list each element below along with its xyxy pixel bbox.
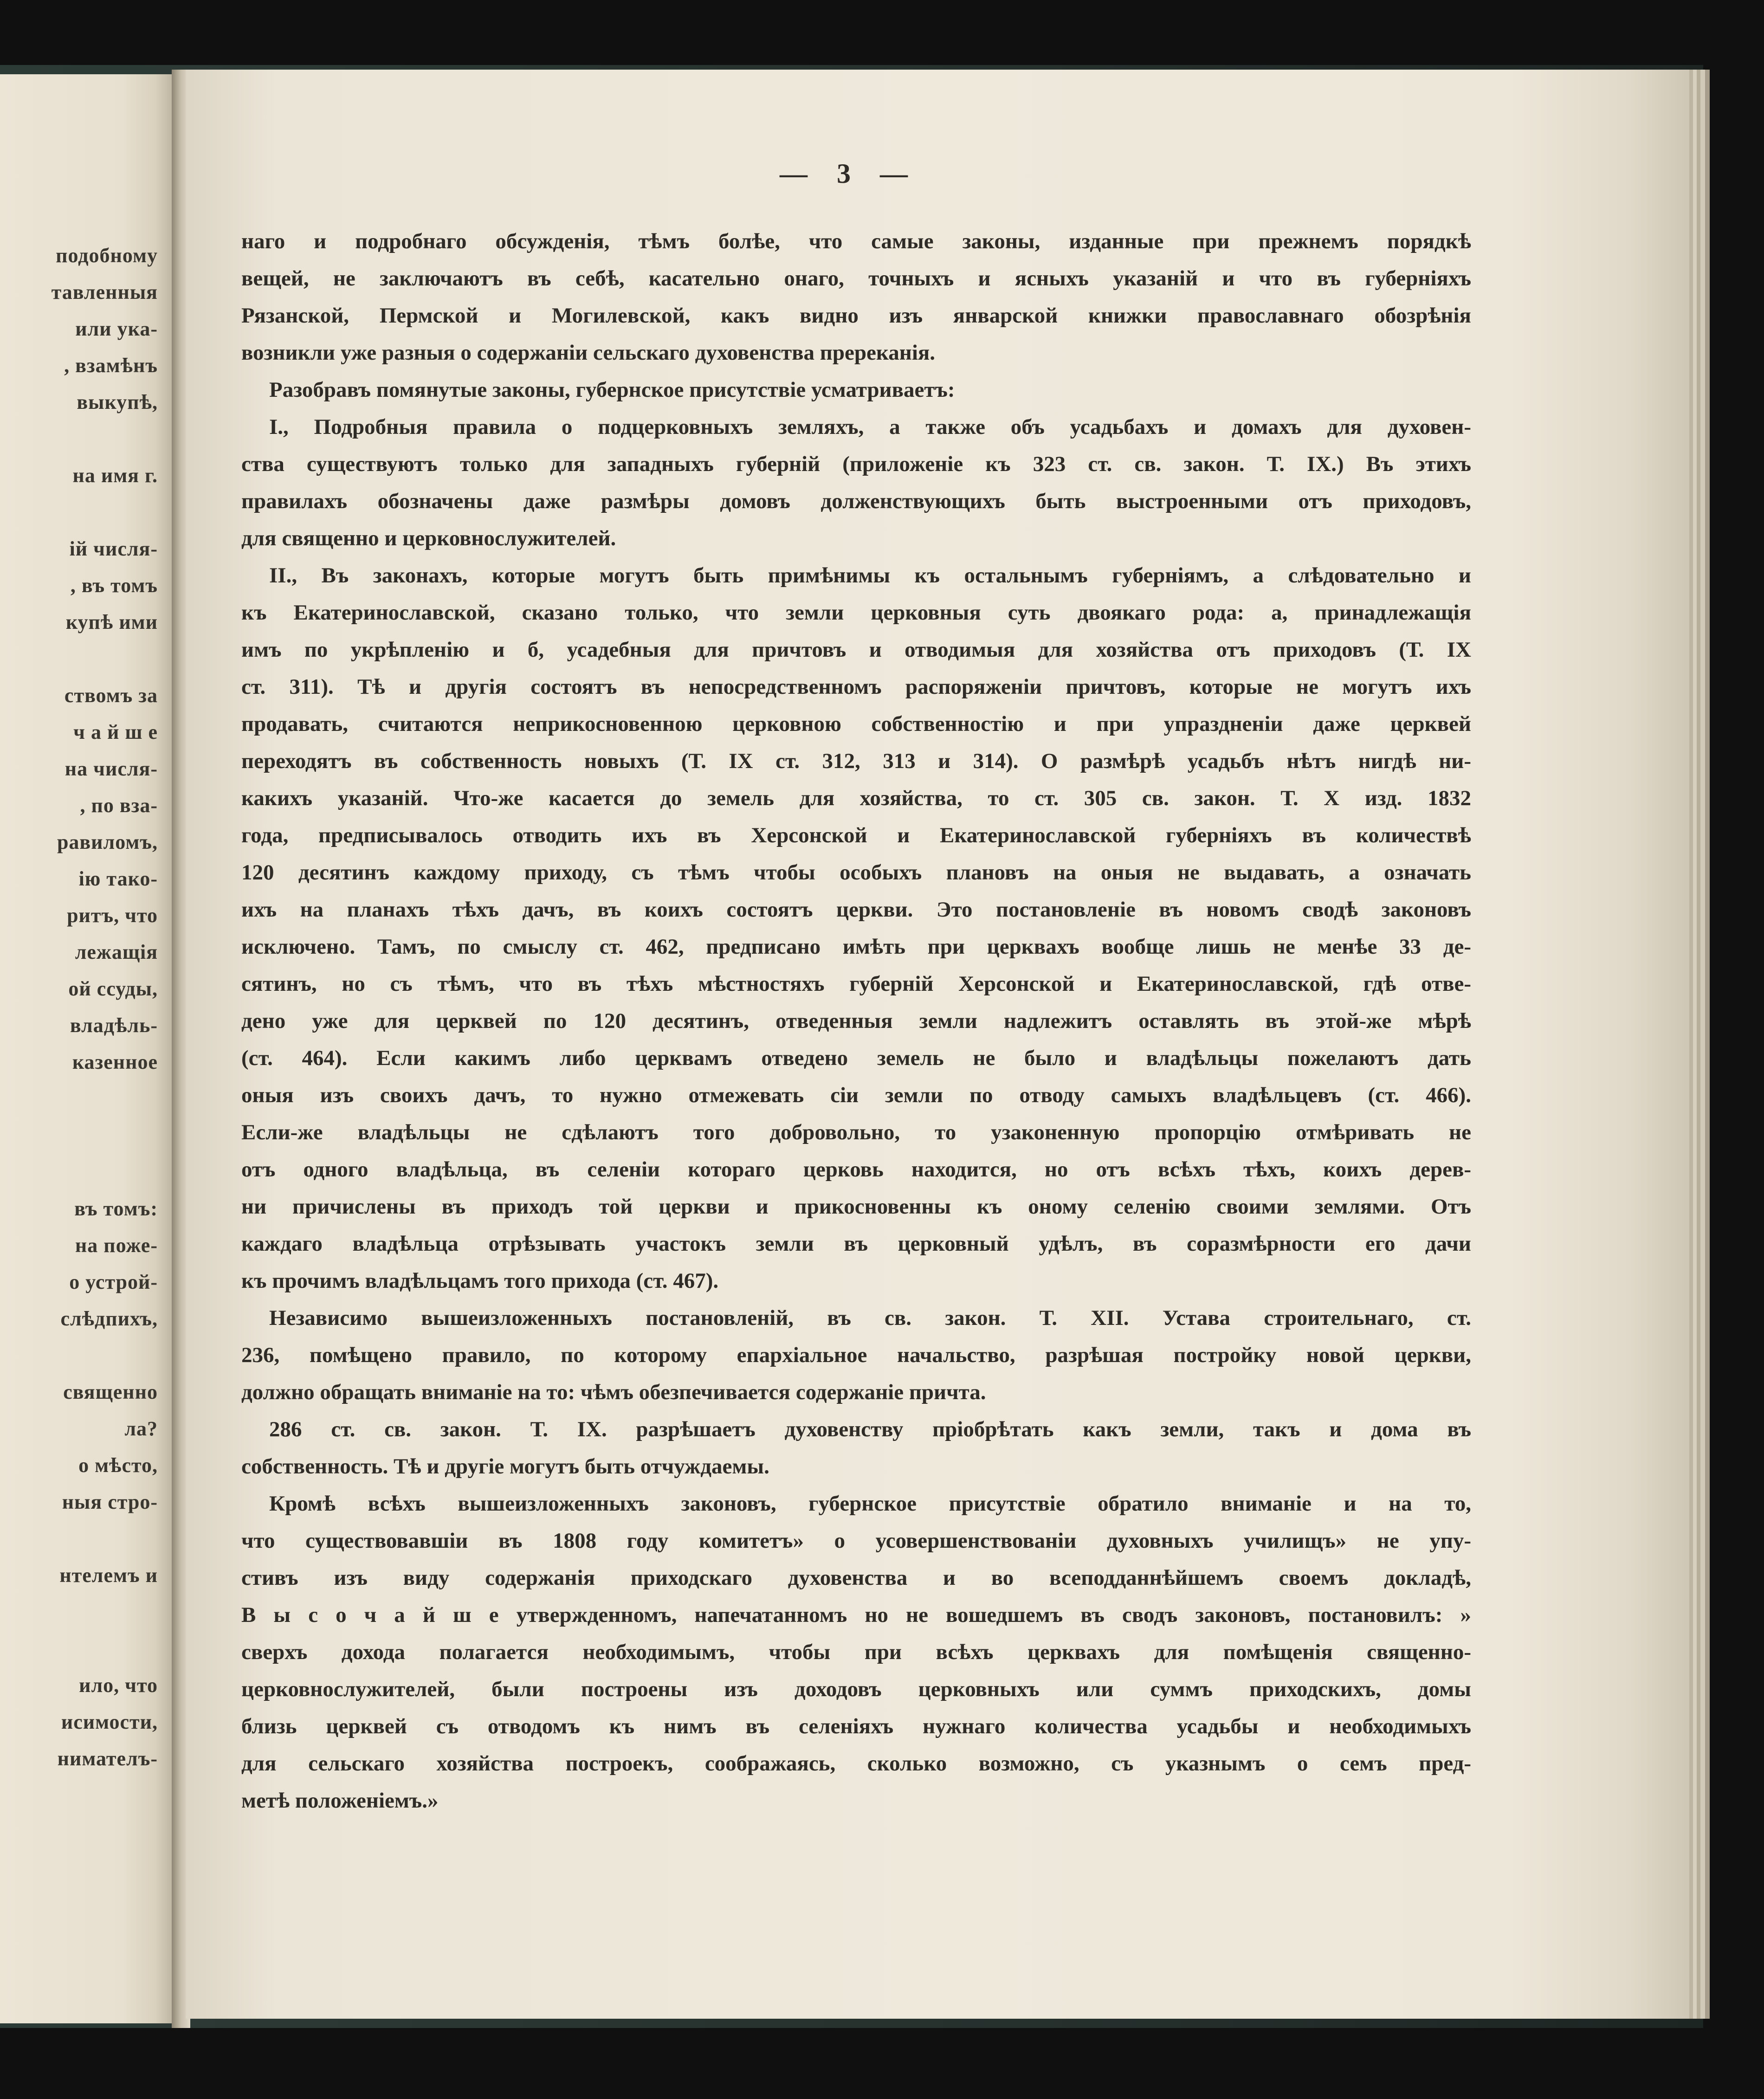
left-page-line: ч а й ш е [73,721,158,743]
text-line: какихъ указаній. Что-же касается до земель для хозяйства, то ст. 305 св. закон. Т. X изд. 1832 [241,786,1471,810]
text-line: къ прочимъ владѣльцамъ того прихода (ст. 467). [241,1269,719,1293]
page-number: — 3 — [780,158,919,189]
text-line: сятинъ, но съ тѣмъ, что въ тѣхъ мѣстностяхъ губерній Херсонской и Екатеринославской, гдѣ отве- [241,972,1471,996]
left-page-line: подобному [56,244,158,267]
left-page-line: нтелемъ и [59,1564,158,1587]
text-line: В ы с о ч а й ш е утвержденномъ, напечатанномъ но не вошедшемъ въ сводъ законовъ, постановилъ: » [241,1603,1471,1627]
text-line: церковнослужителей, были построены изъ доходовъ церковныхъ или суммъ приходскихъ, домы [241,1677,1471,1701]
left-page-line: ило, что [79,1674,158,1697]
text-line: вещей, не заключаютъ въ себѣ, касательно онаго, точныхъ и ясныхъ указаній и что въ губерніяхъ [241,266,1471,291]
text-line: дено уже для церквей по 120 десятинъ, отведенныя земли надлежитъ оставлять въ этой-же мѣрѣ [241,1009,1471,1033]
text-line: Разобравъ помянутые законы, губернское присутствіе усматриваетъ: [269,378,955,402]
left-page [0,74,176,2023]
text-line: для священно и церковнослужителей. [241,526,616,550]
left-page-line: исимости, [61,1711,158,1733]
left-page-line: ой ссуды, [68,977,158,1000]
text-line: стивъ изъ виду содержанія приходскаго духовенства и во всеподданнѣйшемъ своемъ докладѣ, [241,1566,1471,1590]
text-line: продавать, считаются неприкосновенною церковною собственностію и при упраздненіи даже церквей [241,712,1471,736]
text-line: 286 ст. св. закон. Т. IX. разрѣшаетъ духовенству пріобрѣтать какъ земли, такъ и дома въ [269,1417,1471,1441]
left-page-line: тавленныя [51,281,158,304]
text-line: (ст. 464). Если какимъ либо церквамъ отведено земель не было и владѣльцы пожелаютъ дать [241,1046,1471,1070]
left-page-line: ла? [124,1417,158,1440]
left-page-line: ію тако- [78,867,158,890]
right-page [186,70,1689,2019]
left-page-line: , взамѣнъ [64,354,158,377]
left-page-line: ныя стро- [62,1491,158,1513]
text-line: Рязанской, Пермской и Могилевской, какъ видно изъ январской книжки православнаго обозрѣнія [241,304,1471,328]
text-line: что существовавшіи въ 1808 году комитетъ» о усовершенствованіи духовныхъ училищъ» не упу- [241,1529,1471,1553]
text-line: возникли уже разныя о содержаніи сельскаго духовенства пререканія. [241,341,936,365]
left-page-line: на поже- [75,1234,158,1257]
page-body-text [241,223,1471,1819]
left-page-line: , по вза- [80,794,158,817]
left-page-line: владѣль- [70,1014,158,1037]
text-line: Кромѣ всѣхъ вышеизложенныхъ законовъ, губернское присутствіе обратило вниманіе и на то, [269,1492,1471,1516]
left-page-line: купѣ ими [65,611,158,633]
text-line: отъ одного владѣльца, въ селеніи котораго церковь находится, но отъ всѣхъ тѣхъ, коихъ дерев- [241,1157,1471,1182]
text-line: ихъ на планахъ тѣхъ дачъ, въ коихъ состоятъ церкви. Это постановленіе въ новомъ сводѣ законовъ [241,898,1471,922]
left-page-line: или ука- [75,317,158,340]
left-page-line: на имя г. [72,464,158,487]
text-line: I., Подробныя правила о подцерковныхъ земляхъ, а также объ усадьбахъ и домахъ для духовен- [269,415,1471,439]
left-page-line: ій числя- [69,537,158,560]
text-line: переходятъ въ собственность новыхъ (Т. IX ст. 312, 313 и 314). О размѣрѣ усадьбъ нѣтъ нигдѣ ни- [241,749,1471,773]
left-page-line: ритъ, что [67,904,158,927]
text-line: должно обращать вниманіе на то: чѣмъ обезпечивается содержаніе причта. [241,1380,986,1404]
text-line: ства существуютъ только для западныхъ губерній (приложеніе къ 323 ст. св. закон. Т. IX.) Въ этихъ [241,452,1471,476]
text-line: оныя изъ своихъ дачъ, то нужно отмежевать сіи земли по отводу самыхъ владѣльцевъ (ст. 466). [241,1083,1471,1107]
left-page-line: нимателъ- [57,1747,158,1770]
text-line: ни причислены въ приходъ той церкви и прикосновенны къ оному селенію своими землями. Отъ [241,1195,1471,1219]
left-page-line: выкупѣ, [77,391,158,413]
left-page-line: , въ томъ [70,574,158,597]
text-line: Если-же владѣльцы не сдѣлаютъ того добровольно, то узаконенную пропорцію отмѣривать не [241,1120,1471,1144]
text-line: II., Въ законахъ, которые могутъ быть примѣнимы къ остальнымъ губерніямъ, а слѣдовательно и [269,563,1471,588]
text-line: собственность. Тѣ и другіе могутъ быть отчуждаемы. [241,1454,769,1479]
left-page-line: казенное [72,1051,158,1073]
left-page-line: ствомъ за [64,684,158,707]
text-line: ст. 311). Тѣ и другія состоятъ въ непосредственномъ распоряженіи причтовъ, которые не могутъ ихъ [241,675,1471,699]
text-line: метѣ положеніемъ.» [241,1789,439,1813]
text-line: близь церквей съ отводомъ къ нимъ въ селеніяхъ нужнаго количества усадьбы и необходимыхъ [241,1714,1471,1738]
left-page-line: на числя- [65,757,158,780]
text-line: для сельскаго хозяйства построекъ, соображаясь, сколько возможно, съ указнымъ о семъ пред- [241,1751,1471,1776]
left-page-line: лежащія [75,941,158,963]
left-page-line: слѣдпихъ, [60,1307,158,1330]
text-line: къ Екатеринославской, сказано только, что земли церковныя суть двоякаго рода: а, принадлежащія [241,601,1471,625]
text-line: 236, помѣщено правило, по которому епархіальное начальство, разрѣшая постройку новой церкви, [241,1343,1471,1367]
text-line: каждаго владѣльца отрѣзывать участокъ земли въ церковный удѣлъ, въ соразмѣрности его дачи [241,1232,1471,1256]
text-line: имъ по укрѣпленію и б, усадебныя для причтовъ и отводимыя для хозяйства отъ приходовъ (Т. IX [241,638,1471,662]
left-page-line: о устрой- [69,1271,158,1293]
text-line: 120 десятинъ каждому приходу, съ тѣмъ чтобы особыхъ плановъ на оныя не выдавать, а означать [241,860,1471,885]
left-page-line: о мѣсто, [78,1454,158,1477]
text-line: сверхъ дохода полагается необходимымъ, чтобы при всѣхъ церквахъ для помѣщенія священно- [241,1640,1471,1664]
left-page-line: равиломъ, [57,831,158,853]
text-line: исключено. Тамъ, по смыслу ст. 462, предписано имѣть при церквахъ вообще лишь не менѣе 33 де- [241,935,1471,959]
text-line: наго и подробнаго обсужденія, тѣмъ болѣе, что самые законы, изданные при прежнемъ порядкѣ [241,229,1471,253]
text-line: года, предписывалось отводить ихъ въ Херсонской и Екатеринославской губерніяхъ въ количествѣ [241,823,1471,847]
text-line: правилахъ обозначены даже размѣры домовъ долженствующихъ быть выстроенными отъ приходовъ, [241,489,1471,513]
text-line: Независимо вышеизложенныхъ постановленій, въ св. закон. Т. XII. Устава строительнаго, ст. [269,1306,1471,1330]
left-page-line: священно [63,1381,158,1403]
left-page-line: въ томъ: [74,1197,158,1220]
